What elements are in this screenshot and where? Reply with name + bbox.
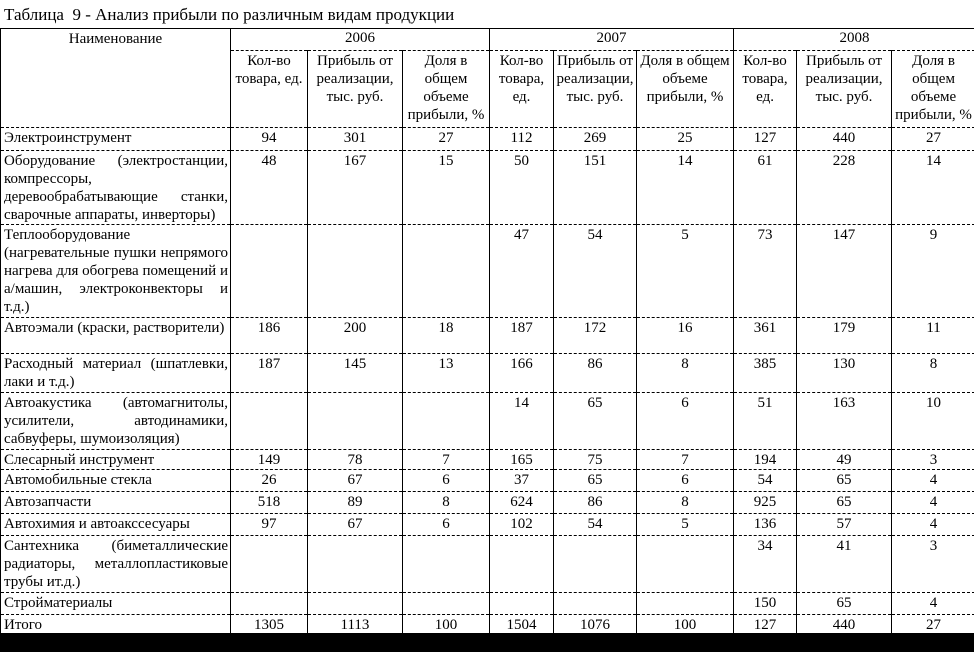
value-cell [231,225,308,318]
value-cell: 86 [554,492,637,514]
value-cell: 6 [637,470,734,492]
value-cell [308,393,403,450]
value-cell: 165 [490,450,554,470]
value-cell [231,593,308,615]
value-cell: 6 [637,393,734,450]
value-cell [403,393,490,450]
value-cell [403,536,490,593]
value-cell: 179 [797,318,892,354]
value-cell: 149 [231,450,308,470]
value-cell: 624 [490,492,554,514]
table-row [1,354,974,393]
value-cell: 14 [490,393,554,450]
value-cell: 187 [490,318,554,354]
value-cell: 151 [554,151,637,225]
table-row [1,470,974,492]
value-cell: 18 [403,318,490,354]
value-cell: 50 [490,151,554,225]
value-cell: 16 [637,318,734,354]
value-cell: 75 [554,450,637,470]
value-cell: 14 [892,151,974,225]
value-cell: 4 [892,492,974,514]
product-name-cell: Расходный материал (шпатлевки, лаки и т.д.) [1,354,231,393]
table-row [1,393,974,450]
bottom-black-bar [0,633,974,652]
product-name-cell: Автозапчасти [1,492,231,514]
value-cell: 4 [892,593,974,615]
subheader-2007-qty: Кол-во товара, ед. [490,51,554,128]
name-column-header: Наименование [1,29,231,128]
value-cell: 3 [892,450,974,470]
value-cell: 86 [554,354,637,393]
value-cell: 3 [892,536,974,593]
value-cell: 4 [892,470,974,492]
subheader-2008-share: Доля в общем объеме прибыли, % [892,51,974,128]
value-cell: 8 [637,492,734,514]
profit-analysis-table [0,28,974,636]
product-name-cell: Сантехника (биметаллические радиаторы, металлопластиковые трубы ит.д.) [1,536,231,593]
value-cell: 100 [637,615,734,636]
product-name-cell: Оборудование (электростанции, компрессоры, деревообрабатывающие станки, сварочные аппараты, инверторы) [1,151,231,225]
value-cell: 127 [734,128,797,151]
table-row [1,225,974,318]
value-cell: 41 [797,536,892,593]
value-cell: 78 [308,450,403,470]
table-row [1,536,974,593]
table-row [1,514,974,536]
table-row [1,593,974,615]
value-cell: 37 [490,470,554,492]
value-cell: 1076 [554,615,637,636]
value-cell: 13 [403,354,490,393]
year-header-2006: 2006 [231,29,490,51]
value-cell: 10 [892,393,974,450]
value-cell: 8 [403,492,490,514]
value-cell: 440 [797,615,892,636]
value-cell: 1504 [490,615,554,636]
product-name-cell: Электроинструмент [1,128,231,151]
value-cell [490,536,554,593]
value-cell: 5 [637,514,734,536]
subheader-2006-share: Доля в общем объеме прибыли, % [403,51,490,128]
year-header-2008: 2008 [734,29,974,51]
value-cell [554,593,637,615]
value-cell: 14 [637,151,734,225]
value-cell: 167 [308,151,403,225]
value-cell: 150 [734,593,797,615]
subheader-2006-profit: Прибыль от реализации, тыс. руб. [308,51,403,128]
value-cell: 11 [892,318,974,354]
value-cell: 1113 [308,615,403,636]
value-cell: 166 [490,354,554,393]
value-cell: 8 [637,354,734,393]
value-cell: 65 [554,470,637,492]
subheader-2006-qty: Кол-во товара, ед. [231,51,308,128]
subheader-2007-share: Доля в общем объеме прибыли, % [637,51,734,128]
value-cell: 8 [892,354,974,393]
value-cell: 127 [734,615,797,636]
value-cell: 228 [797,151,892,225]
value-cell [490,593,554,615]
value-cell: 5 [637,225,734,318]
value-cell: 100 [403,615,490,636]
value-cell [308,593,403,615]
value-cell: 57 [797,514,892,536]
value-cell: 6 [403,470,490,492]
value-cell: 361 [734,318,797,354]
value-cell: 130 [797,354,892,393]
subheader-2008-qty: Кол-во товара, ед. [734,51,797,128]
value-cell: 186 [231,318,308,354]
product-name-cell: Автоэмали (краски, растворители) [1,318,231,354]
value-cell: 269 [554,128,637,151]
value-cell: 94 [231,128,308,151]
product-name-cell: Автомобильные стекла [1,470,231,492]
product-name-cell: Стройматериалы [1,593,231,615]
product-name-cell: Теплооборудование (нагревательные пушки непрямого нагрева для обогрева помещений и а/машин, электроконвекторы и т.д.) [1,225,231,318]
value-cell: 172 [554,318,637,354]
value-cell: 34 [734,536,797,593]
value-cell: 61 [734,151,797,225]
value-cell: 163 [797,393,892,450]
value-cell: 54 [554,514,637,536]
table-row [1,492,974,514]
value-cell: 27 [892,615,974,636]
value-cell: 136 [734,514,797,536]
table-row [1,318,974,354]
value-cell: 73 [734,225,797,318]
value-cell: 187 [231,354,308,393]
value-cell: 4 [892,514,974,536]
value-cell [637,536,734,593]
value-cell [554,536,637,593]
value-cell: 49 [797,450,892,470]
value-cell: 54 [554,225,637,318]
value-cell: 925 [734,492,797,514]
product-name-cell: Итого [1,615,231,636]
value-cell: 1305 [231,615,308,636]
value-cell: 27 [892,128,974,151]
value-cell: 112 [490,128,554,151]
table-body [1,128,974,636]
value-cell: 27 [403,128,490,151]
value-cell: 97 [231,514,308,536]
value-cell: 51 [734,393,797,450]
value-cell: 7 [637,450,734,470]
value-cell: 65 [797,470,892,492]
value-cell: 25 [637,128,734,151]
year-header-2007: 2007 [490,29,734,51]
value-cell: 385 [734,354,797,393]
value-cell: 147 [797,225,892,318]
subheader-2007-profit: Прибыль от реализации, тыс. руб. [554,51,637,128]
value-cell: 301 [308,128,403,151]
value-cell: 48 [231,151,308,225]
value-cell [231,393,308,450]
value-cell: 67 [308,514,403,536]
value-cell [231,536,308,593]
table-row [1,128,974,151]
table-row [1,450,974,470]
value-cell [308,536,403,593]
year-header-row [1,29,974,51]
value-cell: 15 [403,151,490,225]
value-cell: 145 [308,354,403,393]
value-cell: 7 [403,450,490,470]
table-caption: Таблица 9 - Анализ прибыли по различным видам продукции [4,5,455,24]
value-cell [637,593,734,615]
value-cell: 65 [797,593,892,615]
value-cell: 440 [797,128,892,151]
value-cell: 47 [490,225,554,318]
value-cell [403,225,490,318]
value-cell [308,225,403,318]
value-cell: 65 [554,393,637,450]
value-cell: 518 [231,492,308,514]
value-cell: 65 [797,492,892,514]
value-cell: 67 [308,470,403,492]
value-cell: 9 [892,225,974,318]
value-cell: 200 [308,318,403,354]
table-row [1,151,974,225]
product-name-cell: Автоакустика (автомагнитолы, усилители, автодинамики, сабвуферы, шумоизоляция) [1,393,231,450]
value-cell: 26 [231,470,308,492]
subheader-2008-profit: Прибыль от реализации, тыс. руб. [797,51,892,128]
value-cell: 6 [403,514,490,536]
value-cell: 102 [490,514,554,536]
value-cell: 54 [734,470,797,492]
value-cell: 194 [734,450,797,470]
product-name-cell: Слесарный инструмент [1,450,231,470]
value-cell [403,593,490,615]
value-cell: 89 [308,492,403,514]
product-name-cell: Автохимия и автоакссесуары [1,514,231,536]
